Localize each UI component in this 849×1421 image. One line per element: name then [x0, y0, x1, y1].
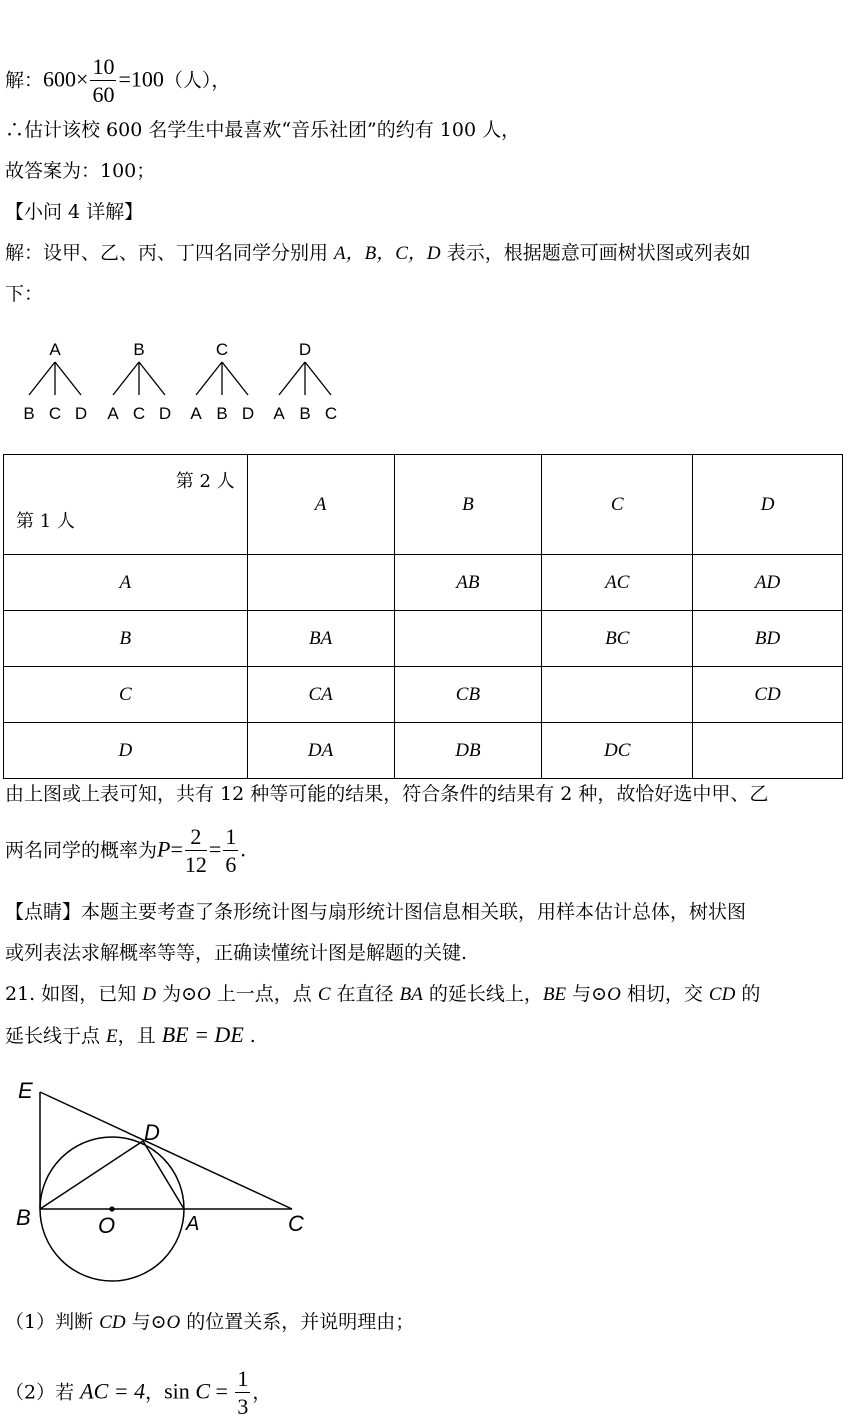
calc-600: 600	[43, 66, 77, 92]
table-cell: AC	[542, 555, 693, 611]
table-cell: BA	[247, 611, 394, 667]
tree-leaf: A	[273, 404, 285, 423]
tree-branch	[139, 362, 165, 395]
table-cell: DB	[394, 723, 542, 779]
corner-bottom-label: 第 1 人	[16, 511, 75, 532]
center-point	[109, 1206, 114, 1211]
label-a: A	[186, 1213, 200, 1235]
outcome-table	[3, 454, 843, 779]
tree-leaf: B	[299, 404, 311, 423]
table-row	[4, 667, 843, 723]
tree-leaf: D	[241, 404, 255, 423]
tree-leaf: D	[74, 404, 88, 423]
row-header: B	[4, 611, 248, 667]
tree-branch	[29, 362, 55, 395]
segment-da	[143, 1141, 184, 1209]
tree-root-C: C	[215, 340, 229, 359]
table-row	[4, 555, 843, 611]
fraction-1-3: $\frac{1}{3}$	[237, 1366, 249, 1419]
table-cell: BD	[693, 611, 843, 667]
table-cell: DA	[247, 723, 394, 779]
tree-branch	[279, 362, 305, 395]
tree-branch	[55, 362, 81, 395]
col-header: B	[394, 455, 542, 555]
therefore-line: ∴估计该校 600 名学生中最喜欢“音乐社团”的约有 100 人，	[5, 119, 521, 141]
table-cell	[247, 555, 394, 611]
tree-branch	[222, 362, 248, 395]
tree-leaf: A	[107, 404, 119, 423]
table-cell: CA	[247, 667, 394, 723]
tree-leaf: A	[190, 404, 202, 423]
segment-bd	[40, 1141, 143, 1209]
label-b: B	[16, 1205, 31, 1230]
row-header: A	[4, 555, 248, 611]
table-cell: AD	[693, 555, 843, 611]
fraction-10-60: $\frac{10}{60}$	[92, 54, 115, 107]
label-c: C	[288, 1211, 304, 1236]
table-cell	[542, 667, 693, 723]
part4-heading: 【小问 4 详解】	[5, 201, 144, 223]
tree-leaf: B	[216, 404, 228, 423]
comment-line1: 【点睛】本题主要考查了条形统计图与扇形统计图信息相关联，用样本估计总体，树状图	[5, 901, 747, 923]
corner-top-label: 第 2 人	[175, 471, 235, 492]
conclusion-line1: 由上图或上表可知，共有 12 种等可能的结果，符合条件的结果有 2 种，故恰好选中甲、乙	[5, 783, 769, 805]
tree-diagram	[15, 335, 345, 430]
row-header: C	[4, 667, 248, 723]
label-d: D	[144, 1120, 160, 1145]
conclusion-line2: 两名同学的概率为P= $\frac{2}{12}$ = $\frac{1}{6}$ .	[5, 824, 246, 877]
corner-cell	[4, 455, 248, 555]
col-header: C	[542, 455, 693, 555]
tree-leaf: C	[48, 404, 62, 423]
calc-line: 解：600× $\frac{10}{60}$ =100（人），	[5, 54, 231, 107]
table-cell: CB	[394, 667, 542, 723]
subq1: （1）判断 CD 与⊙O 的位置关系，并说明理由；	[5, 1311, 415, 1333]
tree-root-D: D	[298, 340, 312, 359]
col-header: D	[693, 455, 843, 555]
subq2: （2）若 AC = 4，sin C = $\frac{1}{3}$ ，	[5, 1366, 272, 1419]
tree-root-A: A	[49, 340, 61, 359]
col-header: A	[247, 455, 394, 555]
fraction-1-6: $\frac{1}{6}$	[225, 824, 237, 877]
label-o: O	[98, 1213, 116, 1238]
tree-root-B: B	[133, 340, 145, 359]
tree-branch	[196, 362, 222, 395]
geometry-figure	[0, 1070, 320, 1290]
table-cell: DC	[542, 723, 693, 779]
table-cell	[394, 611, 542, 667]
tree-leaf: B	[23, 404, 35, 423]
table-cell: CD	[693, 667, 843, 723]
fraction-2-12: $\frac{2}{12}$	[184, 824, 207, 877]
q21-line2: 延长线于点 E，且 BE = DE .	[5, 1022, 256, 1047]
table-cell: AB	[394, 555, 542, 611]
part4-intro: 解：设甲、乙、丙、丁四名同学分别用 A，B，C，D 表示，根据题意可画树状图或列表如	[5, 242, 751, 264]
row-header: D	[4, 723, 248, 779]
part4-intro-cont: 下：	[5, 283, 44, 305]
table-cell	[693, 723, 843, 779]
tree-leaf: C	[132, 404, 146, 423]
table-cell: BC	[542, 611, 693, 667]
tree-leaf: C	[324, 404, 338, 423]
table-row	[4, 611, 843, 667]
q21-line1: 21. 如图，已知 D 为⊙O 上一点，点 C 在直径 BA 的延长线上，BE 与⊙O 相切，交 CD 的	[5, 983, 761, 1005]
tree-leaf: D	[158, 404, 172, 423]
tree-branch	[113, 362, 139, 395]
answer-line: 故答案为：100；	[5, 160, 156, 182]
label-e: E	[18, 1078, 33, 1103]
tree-branch	[305, 362, 331, 395]
segment-ec	[40, 1092, 292, 1209]
comment-line2: 或列表法求解概率等等，正确读懂统计图是解题的关键.	[5, 942, 468, 964]
table-row	[4, 723, 843, 779]
